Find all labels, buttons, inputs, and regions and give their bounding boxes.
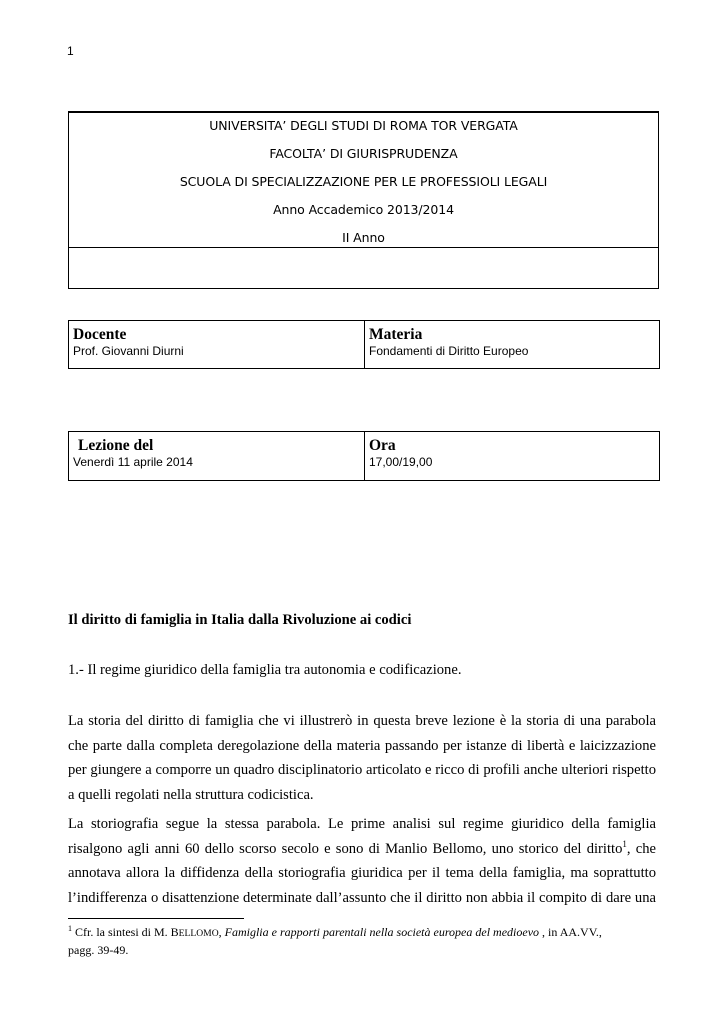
lezione-value: Venerdì 11 aprile 2014 <box>73 455 193 469</box>
ora-value: 17,00/19,00 <box>369 455 433 469</box>
footnote-work-title: Famiglia e rapporti parentali nella società europea del medioevo <box>224 925 540 939</box>
course-year: II Anno <box>342 230 385 245</box>
section-heading: 1.- Il regime giuridico della famiglia tra autonomia e codificazione. <box>68 662 462 678</box>
document-title: Il diritto di famiglia in Italia dalla Rivoluzione ai codici <box>68 612 412 628</box>
footnote-author: ELLOMO <box>178 928 219 939</box>
academic-year: Anno Accademico 2013/2014 <box>273 202 454 217</box>
materia-value: Fondamenti di Diritto Europeo <box>369 344 529 358</box>
page-number: 1 <box>67 44 74 58</box>
footnote-number: 1 <box>68 924 72 933</box>
course-table <box>68 320 660 369</box>
school-name: SCUOLA DI SPECIALIZZAZIONE PER LE PROFESSIOLI LEGALI <box>179 174 548 189</box>
paragraph-line: La storiografia segue la stessa parabola. Le prime analisi sul regime giuridico della famiglia <box>68 816 656 832</box>
header-box <box>68 111 659 289</box>
footnote-reference[interactable]: 1 <box>622 838 627 849</box>
paragraph-line-with-footnote <box>68 837 656 862</box>
materia-label: Materia <box>369 326 423 343</box>
materia-cell <box>364 321 659 368</box>
faculty-name: FACOLTA’ DI GIURISPRUDENZA <box>269 146 458 161</box>
docente-cell <box>69 321 364 368</box>
header-title-section <box>69 113 658 248</box>
footnote-line-1 <box>68 924 658 942</box>
paragraph-line: per giungere a comporre un quadro disciplinatorio articolato e ricco di profili anche ulteriori rispetto <box>68 762 656 779</box>
paragraph-1 <box>68 709 656 807</box>
paragraph-text: risalgono agli anni 60 dello scorso secolo e sono di Manlio Bellomo, uno storico del diritto <box>68 840 623 857</box>
paragraph-line: l’indifferenza o disattenzione determinate dall’assunto che il diritto non abbia il compito di dare una <box>68 889 656 906</box>
paragraph-line: che parte dalla completa deregolazione della materia passando per istanze di libertà e laicizzazione <box>68 737 656 754</box>
docente-value: Prof. Giovanni Diurni <box>73 344 184 358</box>
paragraph-2 <box>68 812 656 910</box>
lezione-label: Lezione del <box>78 437 154 454</box>
footnote-separator <box>68 918 244 919</box>
paragraph-line: annotava allora la diffidenza della storiografia giuridica per il tema della famiglia, ma soprattutto <box>68 865 656 882</box>
ora-label: Ora <box>369 437 396 454</box>
lesson-table <box>68 431 660 481</box>
footnote-comma: , <box>218 925 222 939</box>
paragraph-text: , che <box>626 840 656 857</box>
paragraph-line: La storia del diritto di famiglia che vi illustrerò in questa breve lezione è la storia di una parabola <box>68 713 656 729</box>
university-name: UNIVERSITA’ DEGLI STUDI DI ROMA TOR VERGATA <box>209 118 518 133</box>
lezione-cell <box>69 432 364 480</box>
docente-label: Docente <box>73 326 127 343</box>
ora-cell <box>364 432 659 480</box>
paragraph-line: a quelli regolati nella struttura codicistica. <box>68 786 314 803</box>
footnote-pages: pagg. 39-49. <box>68 943 129 957</box>
footnote-prefix: Cfr. la sintesi di M. B <box>72 925 179 939</box>
footnote-suffix: , in AA.VV., <box>539 925 602 939</box>
footnote <box>68 924 658 959</box>
